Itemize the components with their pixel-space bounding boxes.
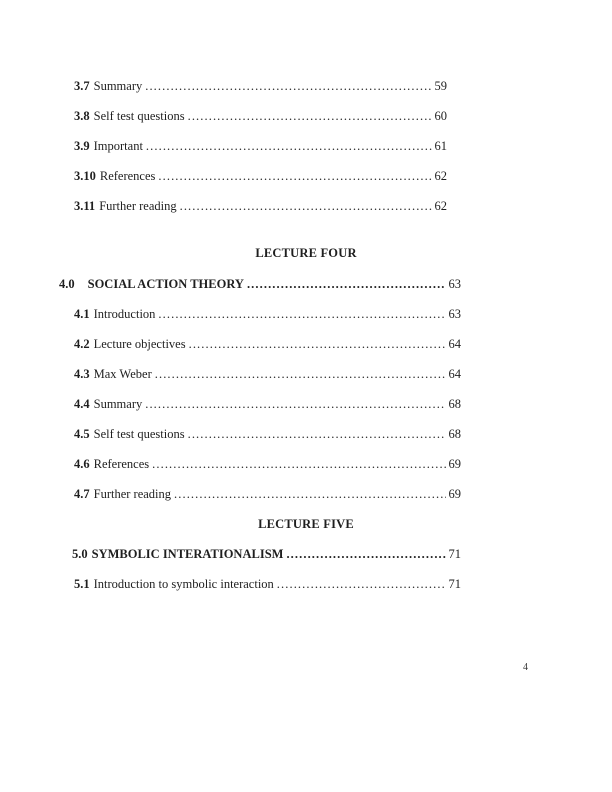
- toc-entry-title: References: [93, 457, 150, 471]
- dot-leader: [158, 169, 431, 184]
- toc-entry-title: Summary: [93, 397, 143, 411]
- dot-leader: [189, 337, 446, 352]
- toc-entry-page: 69: [448, 457, 461, 471]
- toc-entry-title: Introduction to symbolic interaction: [93, 577, 274, 591]
- toc-entry-title: SYMBOLIC INTERATIONALISM: [91, 547, 284, 561]
- toc-entry-page: 63: [448, 307, 461, 321]
- toc-entry-title: Self test questions: [93, 427, 185, 441]
- dot-leader: [145, 397, 445, 412]
- toc-entry-page: 64: [448, 337, 461, 351]
- toc-entry-page: 62: [434, 199, 447, 213]
- toc-entry-4-1[interactable]: [74, 307, 461, 322]
- toc-entry-title: Lecture objectives: [93, 337, 186, 351]
- dot-leader: [188, 109, 432, 124]
- toc-entry-number: 4.7: [74, 487, 90, 501]
- toc-entry-title: Further reading: [99, 199, 177, 213]
- toc-entry-page: 68: [448, 397, 461, 411]
- toc-entry-title: SOCIAL ACTION THEORY: [87, 277, 244, 291]
- toc-entry-4-6[interactable]: [74, 457, 461, 472]
- toc-entry-page: 61: [434, 139, 447, 153]
- toc-entry-4-2[interactable]: [74, 337, 461, 352]
- toc-entry-page: 62: [434, 169, 447, 183]
- toc-entry-number: 4.6: [74, 457, 90, 471]
- toc-entry-number: 4.0: [59, 277, 75, 291]
- dot-leader: [152, 457, 445, 472]
- toc-entry-page: 69: [448, 487, 461, 501]
- dot-leader: [188, 427, 446, 442]
- toc-entry-number: 3.9: [74, 139, 90, 153]
- lecture-five-heading: LECTURE FIVE: [258, 517, 354, 531]
- toc-entry-4-0[interactable]: [59, 277, 461, 292]
- toc-entry-number: 4.1: [74, 307, 90, 321]
- toc-entry-title: Further reading: [93, 487, 172, 501]
- toc-entry-title: Introduction: [93, 307, 156, 321]
- toc-entry-4-7[interactable]: [74, 487, 461, 502]
- toc-entry-page: 71: [448, 547, 461, 561]
- toc-entry-page: 63: [448, 277, 461, 291]
- dot-leader: [277, 577, 446, 592]
- toc-entry-number: 3.11: [74, 199, 96, 213]
- toc-entry-number: 4.2: [74, 337, 90, 351]
- toc-entry-number: 4.3: [74, 367, 90, 381]
- toc-entry-title: Important: [93, 139, 143, 153]
- toc-entry-number: 4.4: [74, 397, 90, 411]
- toc-entry-page: 60: [434, 109, 447, 123]
- toc-entry-page: 64: [448, 367, 461, 381]
- toc-entry-4-3[interactable]: [74, 367, 461, 382]
- toc-entry-title: Self test questions: [93, 109, 185, 123]
- toc-entry-title: Max Weber: [93, 367, 152, 381]
- toc-entry-3-7[interactable]: [74, 79, 447, 94]
- toc-entry-3-11[interactable]: [74, 199, 447, 214]
- toc-entry-page: 71: [448, 577, 461, 591]
- toc-entry-number: 3.8: [74, 109, 90, 123]
- dot-leader: [286, 547, 445, 562]
- toc-entry-3-9[interactable]: [74, 139, 447, 154]
- dot-leader: [146, 139, 432, 154]
- toc-entry-4-5[interactable]: [74, 427, 461, 442]
- toc-entry-3-10[interactable]: [74, 169, 447, 184]
- toc-entry-number: 5.0: [72, 547, 88, 561]
- lecture-four-heading: LECTURE FOUR: [255, 246, 357, 260]
- toc-entry-5-0[interactable]: [72, 547, 461, 562]
- dot-leader: [247, 277, 446, 292]
- toc-entry-page: 68: [448, 427, 461, 441]
- toc-entry-number: 5.1: [74, 577, 90, 591]
- dot-leader: [174, 487, 445, 502]
- toc-entry-5-1[interactable]: [74, 577, 461, 592]
- toc-entry-4-4[interactable]: [74, 397, 461, 412]
- page-number: 4: [523, 662, 528, 673]
- toc-entry-title: Summary: [93, 79, 143, 93]
- toc-entry-page: 59: [434, 79, 447, 93]
- dot-leader: [158, 307, 445, 322]
- toc-entry-3-8[interactable]: [74, 109, 447, 124]
- toc-entry-number: 3.10: [74, 169, 96, 183]
- dot-leader: [155, 367, 446, 382]
- dot-leader: [145, 79, 431, 94]
- toc-entry-number: 4.5: [74, 427, 90, 441]
- toc-entry-title: References: [99, 169, 156, 183]
- dot-leader: [180, 199, 432, 214]
- toc-entry-number: 3.7: [74, 79, 90, 93]
